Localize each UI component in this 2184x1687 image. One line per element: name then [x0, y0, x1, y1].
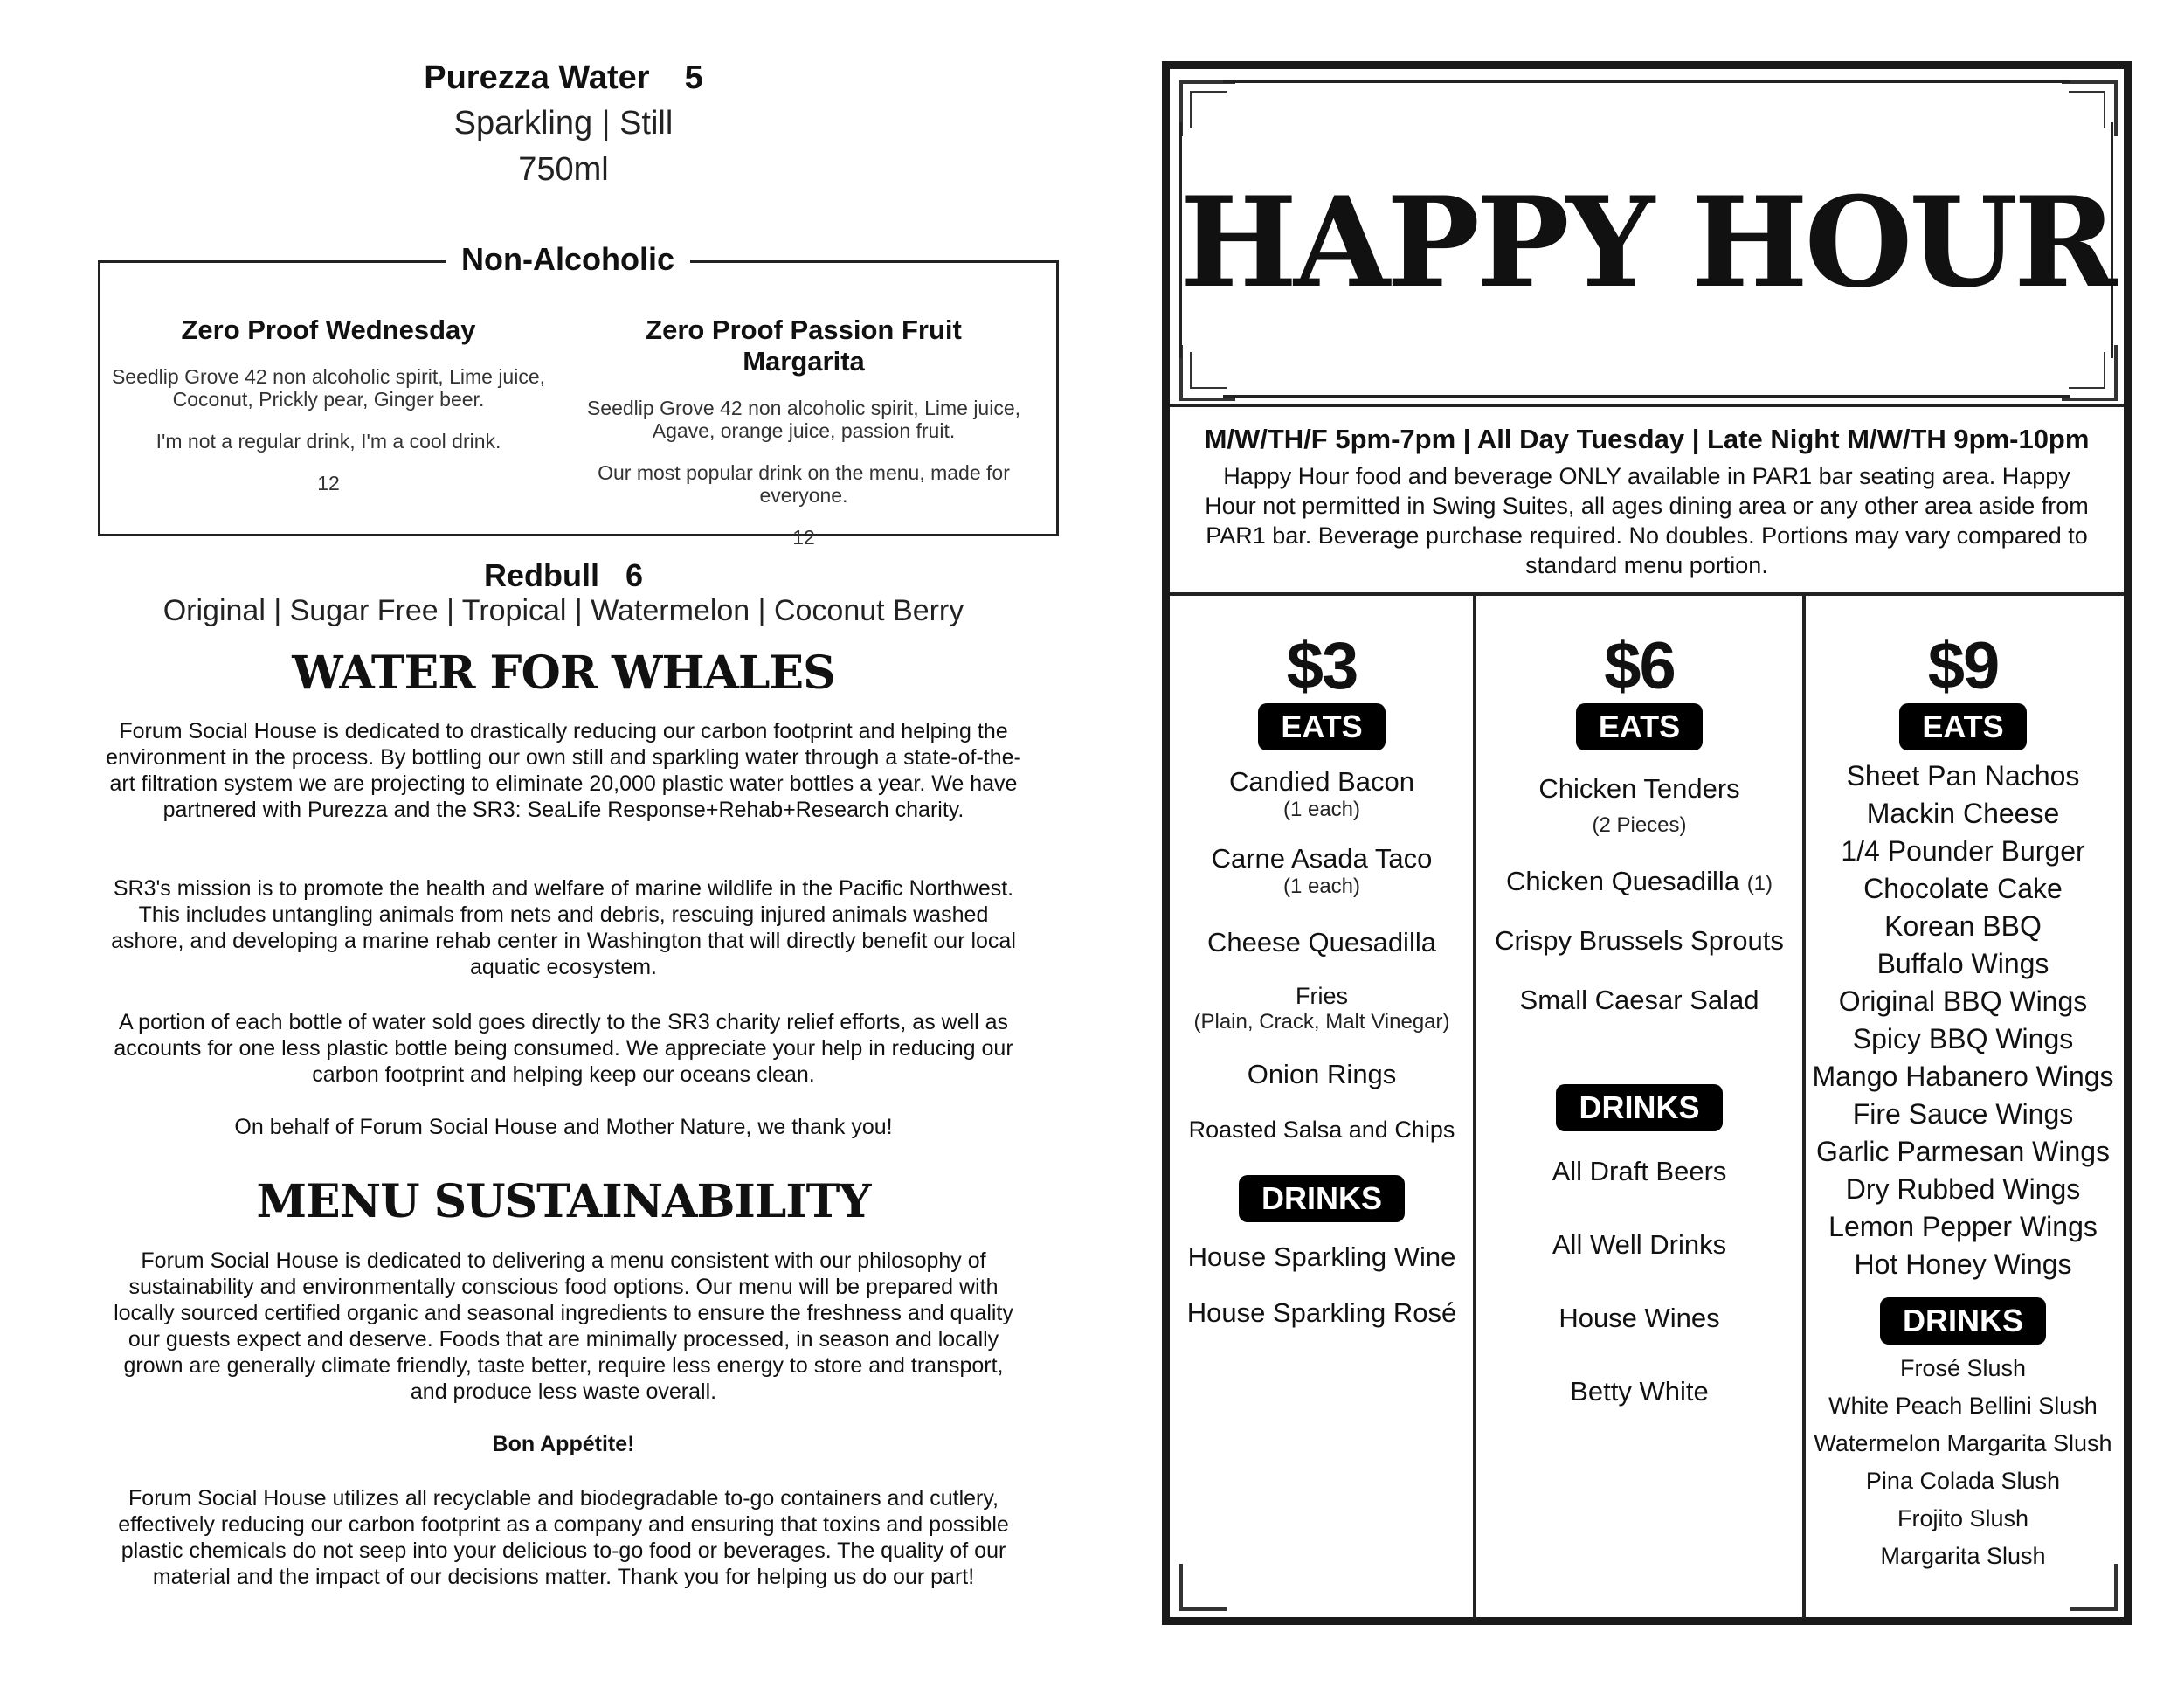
drink-item: Pina Colada Slush [1865, 1468, 2061, 1494]
drink-item: White Peach Bellini Slush [1828, 1393, 2098, 1419]
menu-item: Spicy BBQ Wings [1852, 1023, 2074, 1054]
drinks-list-9 [1806, 1350, 2120, 1575]
eats-badge: EATS [1258, 703, 1385, 750]
corner-ornament [1190, 91, 1227, 128]
na-drink-description: Seedlip Grove 42 non alcoholic spirit, Lime juice, Agave, orange juice, passion fruit. [586, 397, 1021, 442]
menu-item-detail: (2 Pieces) [1592, 813, 1687, 837]
menu-item: Korean BBQ [1884, 910, 2042, 942]
na-drink-price: 12 [317, 472, 340, 494]
menu-item: Mango Habanero Wings [1812, 1061, 2114, 1092]
menu-item-detail: (1 each) [1282, 875, 1361, 898]
column-6-dollar [1476, 629, 1802, 1407]
menu-item [1476, 866, 1802, 897]
menu-item: Garlic Parmesan Wings [1815, 1136, 2111, 1167]
drinks-badge: DRINKS [1239, 1175, 1405, 1222]
corner-ornament [2069, 352, 2105, 389]
title-border-bottom [1223, 395, 2070, 398]
water-options: Sparkling | Still [453, 105, 674, 142]
menu-item: Small Caesar Salad [1519, 985, 1759, 1015]
water-title: Purezza Water [424, 59, 650, 96]
drink-item: Betty White [1570, 1376, 1709, 1407]
drink-item: Frojito Slush [1897, 1505, 2029, 1531]
divider [1170, 404, 2124, 407]
redbull-options: Original | Sugar Free | Tropical | Watermelon | Coconut Berry [162, 594, 964, 627]
title-border-top [1223, 80, 2070, 83]
menu-item-detail: (1 each) [1282, 798, 1361, 821]
eats-badge: EATS [1576, 703, 1703, 750]
na-drink-description: Seedlip Grove 42 non alcoholic spirit, Lime juice, Coconut, Prickly pear, Ginger beer. [111, 365, 546, 411]
redbull-title: Redbull [483, 557, 599, 593]
happy-hour-note: Happy Hour food and beverage ONLY available in PAR1 bar seating area. Happy Hour not permitted in Swing Suites, all ages dining area or any other area aside from PAR1 bar. Beverage purchase required. No doubles. Portions may vary compared to standard menu portion. [1205, 463, 2089, 578]
menu-item: Original BBQ Wings [1838, 985, 2088, 1017]
menu-item: Sheet Pan Nachos [1846, 760, 2080, 792]
menu-item: 1/4 Pounder Burger [1841, 835, 2085, 867]
menu-item: Dry Rubbed Wings [1845, 1173, 2081, 1205]
eats-list-9 [1806, 757, 2120, 1283]
drink-item: Frosé Slush [1899, 1355, 2027, 1381]
happy-hour-times: M/W/TH/F 5pm-7pm | All Day Tuesday | Late Night M/W/TH 9pm-10pm [1204, 424, 2090, 454]
drink-item: All Well Drinks [1552, 1229, 1727, 1260]
price-tier-6: $6 [1604, 629, 1675, 703]
menu-item: Buffalo Wings [1876, 948, 2049, 979]
drinks-list-3 [1171, 1241, 1473, 1329]
menu-item: Candied Bacon [1229, 766, 1414, 797]
drinks-badge: DRINKS [1880, 1297, 2046, 1345]
redbull-heading [0, 557, 1127, 594]
eats-list-3 [1171, 766, 1473, 1144]
redbull-price: 6 [625, 557, 644, 593]
na-drink-name: Zero Proof Wednesday [181, 315, 476, 345]
menu-item: Crispy Brussels Sprouts [1495, 925, 1784, 956]
column-3-dollar [1171, 629, 1473, 1329]
menu-item: Carne Asada Taco [1211, 843, 1433, 874]
na-drink-tagline: I'm not a regular drink, I'm a cool drink. [156, 430, 501, 453]
menu-item: Onion Rings [1247, 1059, 1397, 1089]
drink-item: All Draft Beers [1552, 1156, 1727, 1186]
happy-hour-title: HAPPY HOUR [1179, 170, 2114, 315]
menu-sustainability-heading: MENU SUSTAINABILITY [256, 1175, 871, 1228]
price-tier-3: $3 [1286, 629, 1358, 703]
sustainability-paragraph-2: Forum Social House utilizes all recyclable and biodegradable to-go containers and cutlery, effectively reducing our carbon footprint as a company and ensuring that toxins and possible plastic chemicals do not seep into your delicious to-go food or beverages. The quality of our material and the impact of our decisions matter. Thank you for helping us do our part! [118, 1486, 1009, 1589]
na-drink-name: Zero Proof Passion Fruit Margarita [646, 315, 962, 377]
menu-item-name: Chicken Quesadilla [1505, 866, 1740, 896]
eats-list-6 [1476, 773, 1802, 1016]
corner-ornament [1179, 1564, 1227, 1611]
na-drink-1 [110, 315, 547, 495]
water-size: 750ml [518, 151, 609, 188]
whales-paragraph-1: Forum Social House is dedicated to drastically reducing our carbon footprint and helping the environment in the process. By bottling our own still and sparkling water through a state-of-the-art filtration system we are projecting to eliminate 20,000 plastic water bottles a year. We have partnered with Purezza and the SR3: SeaLife Response+Rehab+Research charity. [106, 719, 1021, 822]
menu-item: Lemon Pepper Wings [1828, 1211, 2098, 1242]
menu-item: Chicken Tenders [1538, 773, 1740, 804]
whales-paragraph-3: A portion of each bottle of water sold goes directly to the SR3 charity relief efforts, as well as accounts for one less plastic bottle being consumed. We appreciate your help in reducing our carbon footprint and helping keep our oceans clean. [114, 1010, 1013, 1087]
drinks-list-6 [1476, 1156, 1802, 1407]
menu-item: Fries [1296, 983, 1348, 1009]
menu-item-detail: (1) [1746, 872, 1773, 895]
drink-item: Margarita Slush [1880, 1543, 2046, 1569]
na-drink-tagline: Our most popular drink on the menu, made for everyone. [598, 461, 1010, 507]
price-tier-9: $9 [1927, 629, 1999, 703]
menu-item: Chocolate Cake [1863, 873, 2063, 904]
drink-item: Watermelon Margarita Slush [1814, 1430, 2112, 1456]
whales-paragraph-4: On behalf of Forum Social House and Mother Nature, we thank you! [234, 1115, 893, 1139]
menu-item: Mackin Cheese [1866, 798, 2060, 829]
menu-item: Hot Honey Wings [1854, 1248, 2072, 1280]
sustainability-signoff: Bon Appétite! [492, 1432, 635, 1456]
whales-paragraph-2: SR3's mission is to promote the health and welfare of marine wildlife in the Pacific Northwest. This includes untangling animals from nets and debris, rescuing injured animals washed ashore, and developing a marine rehab center in Washington that will directly benefit our local aquatic ecosystem. [111, 876, 1016, 979]
corner-ornament [1190, 352, 1227, 389]
sustainability-paragraph-1: Forum Social House is dedicated to delivering a menu consistent with our philosophy of sustainability and environmentally conscious food options. Our menu will be prepared with locally sourced certified organic and seasonal ingredients to ensure the freshness and quality our guests expect and deserve. Foods that are minimally processed, in season and locally grown are generally climate friendly, taste better, require less energy to store and transport, and produce less waste overall. [114, 1248, 1013, 1404]
eats-badge: EATS [1899, 703, 2026, 750]
drink-item: House Sparkling Rosé [1186, 1297, 1457, 1328]
non-alcoholic-heading: Non-Alcoholic [446, 241, 690, 278]
drink-item: House Wines [1559, 1303, 1720, 1333]
na-drink-2 [585, 315, 1022, 550]
water-heading [0, 59, 1127, 97]
water-for-whales-heading: WATER FOR WHALES [292, 646, 835, 700]
divider [1170, 592, 2124, 596]
menu-item: Roasted Salsa and Chips [1188, 1117, 1455, 1143]
menu-item: Fire Sauce Wings [1852, 1098, 2074, 1130]
menu-item-detail: (Plain, Crack, Malt Vinegar) [1193, 1010, 1450, 1034]
drinks-badge: DRINKS [1556, 1084, 1722, 1131]
corner-ornament [2069, 91, 2105, 128]
drink-item: House Sparkling Wine [1187, 1241, 1456, 1272]
menu-item: Cheese Quesadilla [1207, 927, 1436, 958]
na-drink-price: 12 [792, 526, 815, 549]
water-price: 5 [684, 59, 703, 96]
column-9-dollar [1806, 629, 2120, 1575]
